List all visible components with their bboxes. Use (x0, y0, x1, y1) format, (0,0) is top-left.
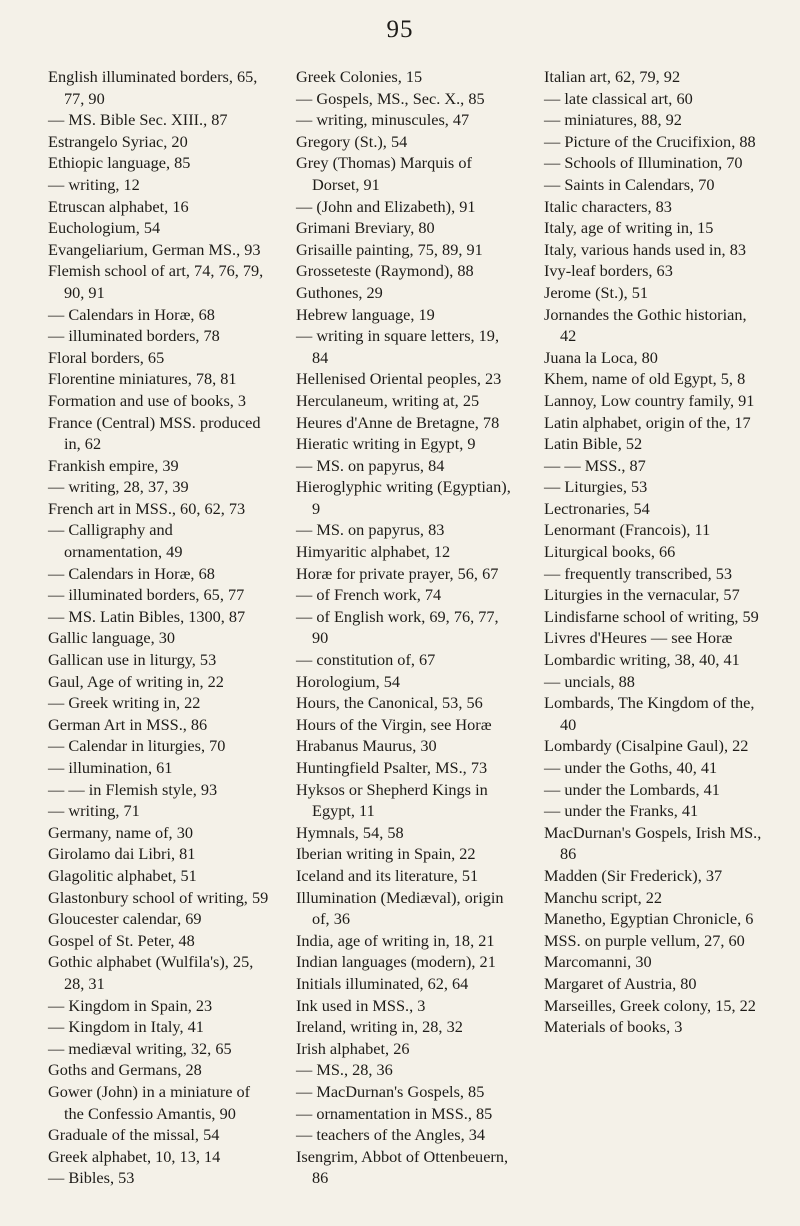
index-column-right (544, 66, 766, 1189)
index-entry: Ireland, writing in, 28, 32 (296, 1017, 463, 1037)
index-entry: — Liturgies, 53 (544, 477, 648, 497)
index-entry: Manchu script, 22 (544, 887, 663, 907)
index-entry: — Gospels, MS., Sec. X., 85 (296, 88, 485, 108)
index-entry: Glagolitic alphabet, 51 (48, 865, 197, 885)
index-entry: Hyksos or Shepherd Kings in Egypt, 11 (296, 779, 488, 821)
index-entry: Flemish school of art, 74, 76, 79, 90, 91 (48, 261, 264, 302)
index-entry: Gallican use in liturgy, 53 (48, 650, 217, 670)
index-entry: Initials illuminated, 62, 64 (296, 973, 469, 993)
index-entry: — uncials, 88 (544, 671, 635, 691)
index-entry: — teachers of the Angles, 34 (296, 1125, 485, 1145)
index-entry: — — in Flemish style, 93 (48, 779, 218, 799)
index-entry: Lindisfarne school of writing, 59 (544, 606, 759, 626)
index-entry: Gregory (St.), 54 (296, 131, 408, 151)
index-entry: — under the Goths, 40, 41 (544, 758, 718, 777)
index-entry: Hours of the Virgin, see Horæ (296, 714, 492, 734)
index-entry: Florentine miniatures, 78, 81 (48, 369, 237, 389)
index-entry: — Kingdom in Spain, 23 (48, 995, 213, 1015)
index-entry: Livres d'Heures — see Horæ (544, 628, 733, 648)
index-entry: Formation and use of books, 3 (48, 390, 247, 410)
index-entry: Jornandes the Gothic historian, 42 (544, 304, 747, 346)
index-entry: Lombardy (Cisalpine Gaul), 22 (544, 736, 749, 756)
index-entry: Herculaneum, writing at, 25 (296, 390, 480, 410)
index-entry: Irish alphabet, 26 (296, 1038, 410, 1058)
index-entry: Iberian writing in Spain, 22 (296, 844, 476, 864)
index-entry: — Calendar in liturgies, 70 (48, 736, 226, 756)
index-entry: Greek Colonies, 15 (296, 67, 423, 86)
index-entry: Ivy-leaf borders, 63 (544, 261, 673, 281)
index-entry: Gower (John) in a miniature of the Confessio Amantis, 90 (48, 1081, 251, 1123)
index-entry: Margaret of Austria, 80 (544, 973, 697, 993)
index-entry: Goths and Germans, 28 (48, 1060, 202, 1080)
index-entry: Liturgies in the vernacular, 57 (544, 585, 740, 605)
index-entry: — writing, 12 (48, 174, 140, 194)
index-entry: English illuminated borders, 65, 77, 90 (48, 67, 258, 108)
index-entry: Italian art, 62, 79, 92 (544, 67, 681, 86)
index-entry: Girolamo dai Libri, 81 (48, 844, 196, 864)
index-entry: Gothic alphabet (Wulfila's), 25, 28, 31 (48, 952, 254, 993)
index-entry: Evangeliarium, German MS., 93 (48, 239, 261, 259)
index-entry: — miniatures, 88, 92 (544, 110, 682, 130)
index-entry: Greek alphabet, 10, 13, 14 (48, 1146, 221, 1166)
index-entry: — Greek writing in, 22 (48, 693, 201, 713)
index-entry: Glastonbury school of writing, 59 (48, 887, 269, 907)
index-entry: Liturgical books, 66 (544, 542, 676, 562)
index-entry: — MS. on papyrus, 83 (296, 520, 445, 540)
page-number: 95 (386, 16, 414, 43)
index-entry: Grimani Breviary, 80 (296, 218, 435, 238)
index-entry: — constitution of, 67 (296, 650, 436, 670)
index-entry: Floral borders, 65 (48, 347, 165, 367)
index-entry: MacDurnan's Gospels, Irish MS., 86 (544, 822, 762, 864)
index-entry: Horologium, 54 (296, 671, 401, 691)
index-entry: Manetho, Egyptian Chronicle, 6 (544, 909, 754, 929)
index-entry: Grey (Thomas) Marquis of Dorset, 91 (296, 153, 472, 194)
index-entry: Hrabanus Maurus, 30 (296, 736, 437, 756)
index-entry: Germany, name of, 30 (48, 822, 193, 842)
index-entry: — ornamentation in MSS., 85 (296, 1103, 493, 1123)
index-entry: Juana la Loca, 80 (544, 347, 658, 367)
index-entry: MSS. on purple vellum, 27, 60 (544, 930, 745, 950)
index-entry: India, age of writing in, 18, 21 (296, 930, 495, 950)
index-entry: Lannoy, Low country family, 91 (544, 390, 755, 410)
index-entry: France (Central) MSS. produced in, 62 (48, 412, 261, 454)
index-entry: — writing, 71 (48, 801, 140, 821)
index-columns (48, 66, 766, 1189)
index-entry: — Kingdom in Italy, 41 (48, 1017, 204, 1037)
index-entry: Lectronaries, 54 (544, 498, 650, 518)
index-entry: Heures d'Anne de Bretagne, 78 (296, 412, 500, 432)
index-entry: Frankish empire, 39 (48, 455, 179, 475)
index-entry: Graduale of the missal, 54 (48, 1125, 220, 1145)
index-entry: — Bibles, 53 (48, 1168, 135, 1188)
index-entry: — mediæval writing, 32, 65 (48, 1038, 232, 1058)
index-entry: — Saints in Calendars, 70 (544, 174, 715, 194)
index-entry: Guthones, 29 (296, 282, 383, 302)
index-entry: — writing, minuscules, 47 (296, 110, 470, 130)
index-entry: — MS. Bible Sec. XIII., 87 (48, 110, 228, 130)
index-entry: Hours, the Canonical, 53, 56 (296, 693, 483, 713)
index-entry: Lombardic writing, 38, 40, 41 (544, 650, 740, 670)
index-entry: — late classical art, 60 (544, 88, 693, 108)
index-entry: — of French work, 74 (296, 585, 442, 605)
index-entry: Horæ for private prayer, 56, 67 (296, 563, 499, 583)
index-entry: German Art in MSS., 86 (48, 714, 208, 734)
index-entry: Gaul, Age of writing in, 22 (48, 671, 224, 691)
index-entry: Grisaille painting, 75, 89, 91 (296, 239, 483, 259)
index-entry: Iceland and its literature, 51 (296, 865, 479, 885)
index-entry: Latin Bible, 52 (544, 434, 643, 454)
index-entry: — MS. on papyrus, 84 (296, 455, 445, 475)
index-entry: — (John and Elizabeth), 91 (296, 196, 476, 216)
index-entry: French art in MSS., 60, 62, 73 (48, 498, 246, 518)
index-entry: — Schools of Illumination, 70 (544, 153, 743, 173)
index-entry: Madden (Sir Frederick), 37 (544, 865, 723, 885)
index-entry: Hellenised Oriental peoples, 23 (296, 369, 502, 389)
index-entry: Italy, age of writing in, 15 (544, 218, 714, 238)
index-entry: — illuminated borders, 78 (48, 326, 220, 346)
index-entry: — — MSS., 87 (544, 455, 646, 475)
index-entry: — of English work, 69, 76, 77, 90 (296, 606, 499, 648)
index-entry: Isengrim, Abbot of Ottenbeuern, 86 (296, 1146, 509, 1188)
index-entry: Marseilles, Greek colony, 15, 22 (544, 995, 756, 1015)
index-entry: Hebrew language, 19 (296, 304, 435, 324)
index-entry: Hymnals, 54, 58 (296, 822, 404, 842)
index-entry: — illuminated borders, 65, 77 (48, 585, 245, 605)
index-entry: Grosseteste (Raymond), 88 (296, 261, 474, 281)
index-column-middle (296, 66, 518, 1189)
index-entry: Euchologium, 54 (48, 218, 161, 238)
index-entry: Hieratic writing in Egypt, 9 (296, 434, 476, 454)
index-entry: — MS. Latin Bibles, 1300, 87 (48, 606, 246, 626)
index-entry: Latin alphabet, origin of the, 17 (544, 412, 751, 432)
index-entry: Italy, various hands used in, 83 (544, 239, 746, 259)
index-entry: — frequently transcribed, 53 (544, 563, 733, 583)
index-entry: Estrangelo Syriac, 20 (48, 131, 188, 151)
index-entry: Marcomanni, 30 (544, 952, 652, 972)
index-entry: Ethiopic language, 85 (48, 153, 191, 173)
index-entry: — under the Franks, 41 (544, 801, 699, 821)
index-column-left (48, 66, 270, 1189)
index-entry: Gallic language, 30 (48, 628, 176, 648)
index-entry: Ink used in MSS., 3 (296, 995, 426, 1015)
index-entry: — MacDurnan's Gospels, 85 (296, 1081, 485, 1101)
index-entry: Hieroglyphic writing (Egyptian), 9 (296, 477, 511, 518)
index-entry: — Calendars in Horæ, 68 (48, 563, 215, 583)
index-entry: Indian languages (modern), 21 (296, 952, 496, 972)
index-entry: Himyaritic alphabet, 12 (296, 542, 451, 562)
index-entry: Gospel of St. Peter, 48 (48, 930, 195, 950)
index-entry: — Picture of the Crucifixion, 88 (544, 131, 756, 151)
index-entry: Lombards, The Kingdom of the, 40 (544, 693, 755, 734)
index-entry: — illumination, 61 (48, 758, 173, 777)
index-entry: Khem, name of old Egypt, 5, 8 (544, 369, 746, 389)
index-entry: Italic characters, 83 (544, 196, 672, 216)
index-entry: — MS., 28, 36 (296, 1060, 393, 1080)
index-entry: Materials of books, 3 (544, 1017, 683, 1037)
index-entry: Etruscan alphabet, 16 (48, 196, 189, 216)
index-entry: Lenormant (Francois), 11 (544, 520, 711, 540)
index-entry: Illumination (Mediæval), origin of, 36 (296, 887, 504, 929)
index-entry: — writing in square letters, 19, 84 (296, 326, 500, 367)
index-entry: — Calligraphy and ornamentation, 49 (48, 520, 183, 562)
index-entry: Jerome (St.), 51 (544, 282, 648, 302)
index-entry: Gloucester calendar, 69 (48, 909, 202, 929)
index-entry: — under the Lombards, 41 (544, 779, 720, 799)
index-entry: — Calendars in Horæ, 68 (48, 304, 215, 324)
index-entry: Huntingfield Psalter, MS., 73 (296, 758, 488, 777)
index-entry: — writing, 28, 37, 39 (48, 477, 189, 497)
